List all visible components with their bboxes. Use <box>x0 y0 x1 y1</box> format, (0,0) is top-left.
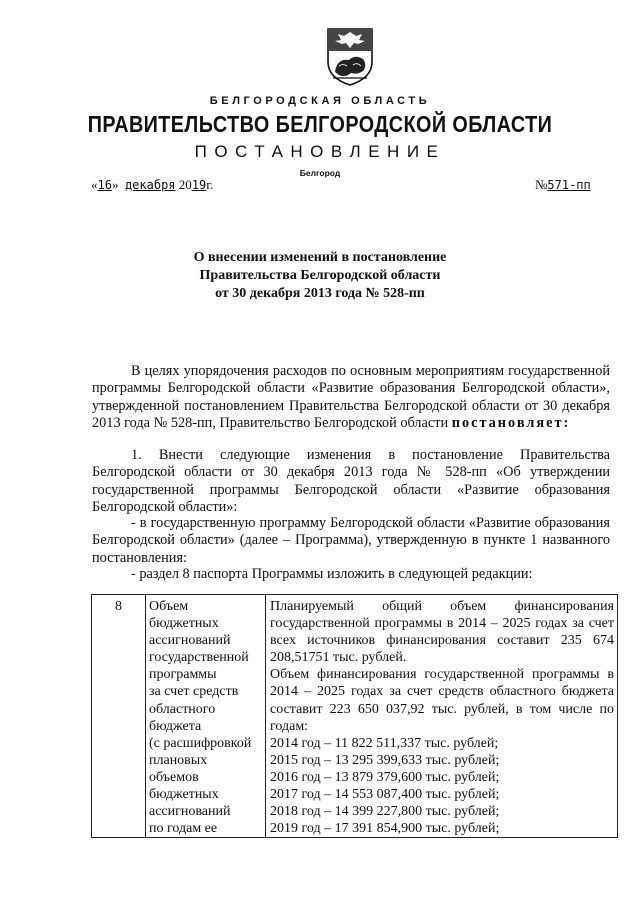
label-line: Объем <box>149 599 189 614</box>
date-day: 16 <box>97 178 112 192</box>
year-line: 2017 год – 14 553 087,400 тыс. рублей; <box>270 787 500 803</box>
paragraph-subitem: - в государственную программу Белгородской области «Развитие образования Белгородской области» (далее – Программа), утвержденную в пункте 1 названного постановления: <box>92 515 610 566</box>
paragraph-preamble <box>92 363 610 432</box>
label-line: государственной <box>149 650 249 666</box>
preamble-text: В целях упорядочения расходов по основным мероприятиям государственной программы Белгородской области «Развитие образования Белгородской области», утвержденной постановлением Правительства Белгородской области от 30 декабря 2013 года № 528-пп, Правительство Белгородской области <box>92 363 610 431</box>
date-year-prefix: 20 <box>178 177 192 192</box>
year-line: 2018 год – 14 399 227,800 тыс. рублей; <box>270 804 500 820</box>
paragraph-item-1: 1. Внести следующие изменения в постановление Правительства Белгородской области от 30 декабря 2013 года № 528-пп «Об утверждении государственной программы Белгородской области «Развитие образования Белгородской области»: <box>92 447 610 515</box>
label-cell <box>146 595 266 838</box>
document-title <box>0 249 640 303</box>
number-value: 571-пп <box>547 178 591 192</box>
year-line: 2019 год – 17 391 854,900 тыс. рублей; <box>270 821 500 837</box>
label-line: бюджетных <box>149 616 219 632</box>
date-year-suffix: 19 <box>191 178 207 192</box>
title-line-2: Правительства Белгородской области <box>199 268 441 283</box>
label-line: ассигнований <box>149 633 231 649</box>
title-line-3: от 30 декабря 2013 года № 528-пп <box>215 286 425 301</box>
year-line: 2014 год – 11 822 511,337 тыс. рублей; <box>270 735 499 751</box>
document-type: ПОСТАНОВЛЕНИЕ <box>194 142 446 161</box>
year-line: 2015 год – 13 295 399,633 тыс. рублей; <box>270 752 500 768</box>
content-paragraph: Объем финансирования государственной программы в 2014 – 2025 годах за счет средств областного бюджета составит 223 650 037,92 тыс. рублей, в том числе по годам: <box>270 667 614 734</box>
date-close-quote: » <box>111 177 119 192</box>
date-month: декабря <box>124 178 176 192</box>
decision-word: постановляет: <box>451 414 571 431</box>
date-year-g: г. <box>206 177 214 192</box>
label-line: бюджетных <box>149 787 219 803</box>
label-line: бюджета <box>149 718 202 734</box>
program-passport-table <box>91 594 618 838</box>
region-heading: БЕЛГОРОДСКАЯ ОБЛАСТЬ <box>209 95 431 107</box>
date-open-quote: « <box>91 177 98 192</box>
city-name: Белгород <box>299 168 341 178</box>
coat-of-arms-emblem <box>325 26 375 88</box>
label-line: за счет средств <box>149 684 239 700</box>
government-heading: ПРАВИТЕЛЬСТВО БЕЛГОРОДСКОЙ ОБЛАСТИ <box>87 111 553 137</box>
decree-date <box>91 177 213 193</box>
row-number-cell: 8 <box>92 595 146 838</box>
label-line: (с расшифровкой <box>149 735 252 751</box>
label-line: по годам ее <box>149 821 218 837</box>
title-line-1: О внесении изменений в постановление <box>193 250 447 265</box>
year-line: 2016 год – 13 879 379,600 тыс. рублей; <box>270 769 500 785</box>
label-line: плановых <box>149 752 208 768</box>
label-line: объемов <box>149 769 199 785</box>
label-line: ассигнований <box>149 804 231 820</box>
content-paragraph: Планируемый общий объем финансирования государственной программы в 2014 – 2025 годах за счет всех источников финансирования составит 235 674 208,51751 тыс. рублей. <box>270 599 614 666</box>
content-cell <box>266 595 618 838</box>
label-line: областного <box>149 701 216 717</box>
label-line: программы <box>149 667 217 683</box>
number-prefix: № <box>535 177 548 192</box>
table-row <box>92 595 618 838</box>
paragraph-section-8: - раздел 8 паспорта Программы изложить в следующей редакции: <box>131 566 533 582</box>
decree-number <box>535 177 591 193</box>
